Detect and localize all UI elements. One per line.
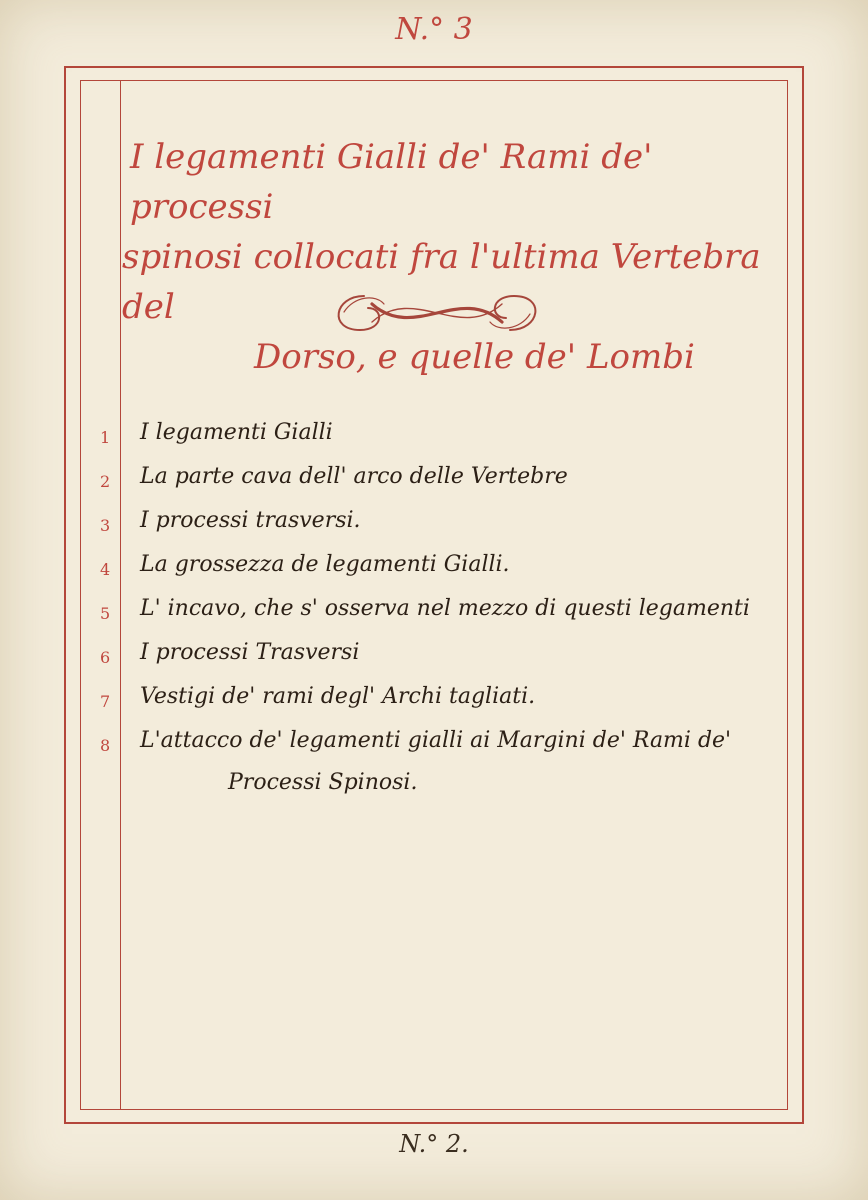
item-text: I legamenti Gialli [140,420,333,445]
item-number: 1 [100,428,111,447]
calligraphic-flourish [324,282,550,344]
legend-item-7 [0,672,868,716]
item-number: 5 [100,604,111,623]
page-title [122,132,782,382]
page-number-top: N.° 3 [395,12,473,47]
item-text-continuation: Processi Spinosi. [228,770,418,795]
item-number: 6 [100,648,111,667]
legend-item-6 [0,628,868,672]
item-number: 7 [100,692,111,711]
item-text: La parte cava dell' arco delle Vertebre [140,464,568,489]
legend-item-3 [0,496,868,540]
item-number: 8 [100,736,111,755]
item-text: L'attacco de' legamenti gialli ai Margini de' Rami de' [140,728,732,753]
page-number-bottom: N.° 2. [399,1130,469,1158]
legend-item-8 [0,716,868,806]
legend-item-1 [0,408,868,452]
item-number: 3 [100,516,111,535]
item-text: La grossezza de legamenti Gialli. [140,552,510,577]
item-text: I processi trasversi. [140,508,361,533]
title-line-1: I legamenti Gialli de' Rami de' processi [130,137,653,227]
legend-item-2 [0,452,868,496]
item-text: Vestigi de' rami degl' Archi tagliati. [140,684,536,709]
legend-item-5 [0,584,868,628]
item-text: L' incavo, che s' osserva nel mezzo di questi legamenti [140,596,750,621]
legend-item-4 [0,540,868,584]
item-text: I processi Trasversi [140,640,360,665]
item-number: 2 [100,472,111,491]
item-number: 4 [100,560,111,579]
title-line-2: spinosi collocati fra l'ultima Vertebra del [122,237,761,327]
title-line-3: Dorso, e quelle de' Lombi [254,337,695,377]
